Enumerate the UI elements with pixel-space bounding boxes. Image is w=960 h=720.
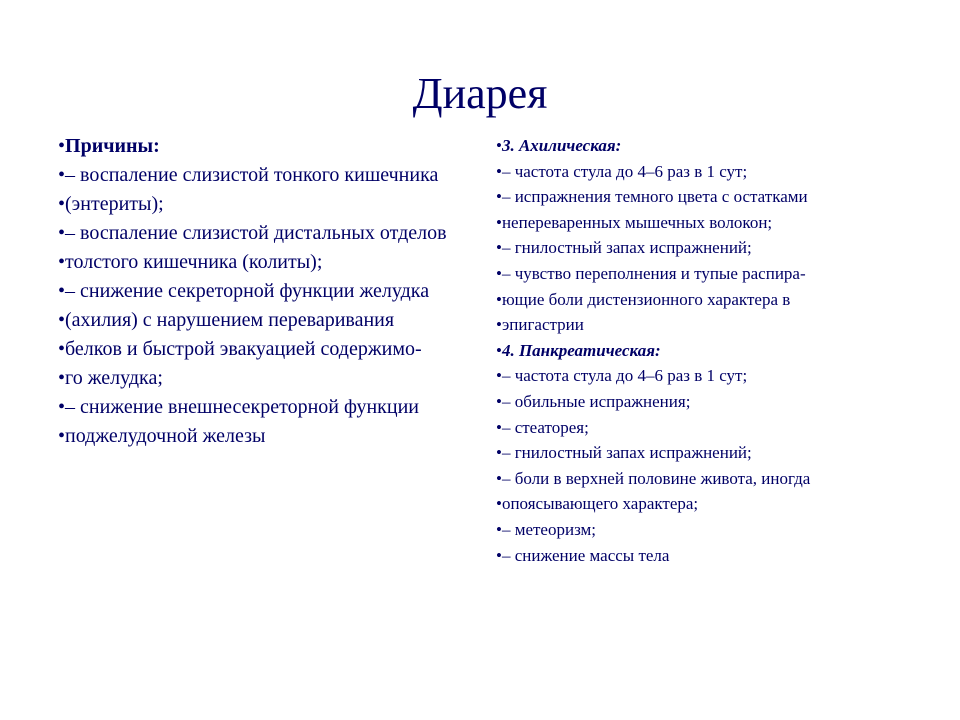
bullet-marker: • <box>58 164 66 186</box>
right-item <box>496 466 916 492</box>
right-item <box>496 363 916 389</box>
right-item <box>496 287 916 313</box>
right-item <box>496 210 916 236</box>
bullet-marker: • <box>496 161 502 181</box>
left-item <box>58 248 478 277</box>
bullet-text: Причины: <box>65 135 160 157</box>
left-item <box>58 161 478 190</box>
bullet-marker: • <box>496 391 502 411</box>
right-item <box>496 543 916 569</box>
bullet-marker: • <box>58 135 66 157</box>
bullet-marker: • <box>496 263 502 283</box>
bullet-text: толстого кишечника (колиты); <box>65 251 323 273</box>
left-column-list <box>58 132 478 451</box>
bullet-text: (ахилия) с нарушением переваривания <box>65 309 395 331</box>
right-item <box>496 261 916 287</box>
bullet-text: – чувство переполнения и тупые распира- <box>501 263 806 283</box>
bullet-marker: • <box>58 251 66 273</box>
bullet-text: – боли в верхней половине живота, иногда <box>501 468 811 488</box>
bullet-text: (энтериты); <box>65 193 164 215</box>
bullet-marker: • <box>496 187 502 207</box>
right-item <box>496 312 916 338</box>
bullet-text: – гнилостный запах испражнений; <box>501 238 752 258</box>
bullet-marker: • <box>496 238 502 258</box>
bullet-marker: • <box>58 425 66 447</box>
bullet-marker: • <box>496 519 502 539</box>
bullet-marker: • <box>58 396 66 418</box>
left-item <box>58 277 478 306</box>
bullet-marker: • <box>496 494 502 514</box>
right-item <box>496 415 916 441</box>
bullet-marker: • <box>496 136 502 155</box>
left-item <box>58 393 478 422</box>
bullet-text: – воспаление слизистой дистальных отделов <box>65 222 447 244</box>
bullet-text: ющие боли дистензионного характера в <box>501 289 791 309</box>
bullet-text: – частота стула до 4–6 раз в 1 сут; <box>501 161 748 181</box>
bullet-text: – обильные испражнения; <box>501 391 691 411</box>
left-item <box>58 306 478 335</box>
bullet-text: опоясывающего характера; <box>501 494 699 514</box>
bullet-marker: • <box>58 280 66 302</box>
right-column-list <box>496 133 916 568</box>
bullet-text: – метеоризм; <box>501 519 597 539</box>
right-item <box>496 491 916 517</box>
left-item <box>58 364 478 393</box>
bullet-text: – снижение внешнесекреторной функции <box>65 396 419 418</box>
right-item <box>496 517 916 543</box>
bullet-marker: • <box>496 366 502 386</box>
right-item <box>496 235 916 261</box>
bullet-marker: • <box>496 212 502 232</box>
bullet-marker: • <box>58 309 66 331</box>
bullet-marker: • <box>496 315 502 335</box>
right-item <box>496 440 916 466</box>
bullet-marker: • <box>496 340 502 360</box>
bullet-text: – гнилостный запах испражнений; <box>501 443 752 463</box>
bullet-marker: • <box>496 443 502 463</box>
bullet-marker: • <box>496 468 502 488</box>
bullet-marker: • <box>496 545 502 565</box>
bullet-text: – снижение секреторной функции желудка <box>65 280 430 302</box>
slide-title: Диарея <box>412 69 548 118</box>
bullet-text: непереваренных мышечных волокон; <box>501 212 773 232</box>
bullet-marker: • <box>58 367 66 389</box>
bullet-marker: • <box>496 289 502 309</box>
bullet-text: – стеаторея; <box>501 417 589 437</box>
bullet-marker: • <box>58 193 66 215</box>
bullet-marker: • <box>58 338 66 360</box>
bullet-text: – испражнения темного цвета с остатками <box>501 187 808 207</box>
right-item <box>496 184 916 210</box>
bullet-text: го желудка; <box>65 367 163 389</box>
left-item <box>58 335 478 364</box>
left-item <box>58 219 478 248</box>
bullet-marker: • <box>58 222 66 244</box>
bullet-text: – частота стула до 4–6 раз в 1 сут; <box>501 366 748 386</box>
bullet-marker: • <box>496 417 502 437</box>
bullet-text: – воспаление слизистой тонкого кишечника <box>65 164 439 186</box>
right-item <box>496 389 916 415</box>
bullet-text: белков и быстрой эвакуацией содержимо- <box>65 338 422 360</box>
left-item <box>58 132 478 161</box>
bullet-text: 3. Ахилическая: <box>501 136 622 155</box>
left-item <box>58 422 478 451</box>
right-item <box>496 133 916 159</box>
right-item <box>496 159 916 185</box>
left-item <box>58 190 478 219</box>
bullet-text: поджелудочной железы <box>65 425 266 447</box>
bullet-text: – снижение массы тела <box>501 545 670 565</box>
right-item <box>496 338 916 364</box>
bullet-text: 4. Панкреатическая: <box>501 340 661 360</box>
bullet-text: эпигастрии <box>501 315 584 335</box>
